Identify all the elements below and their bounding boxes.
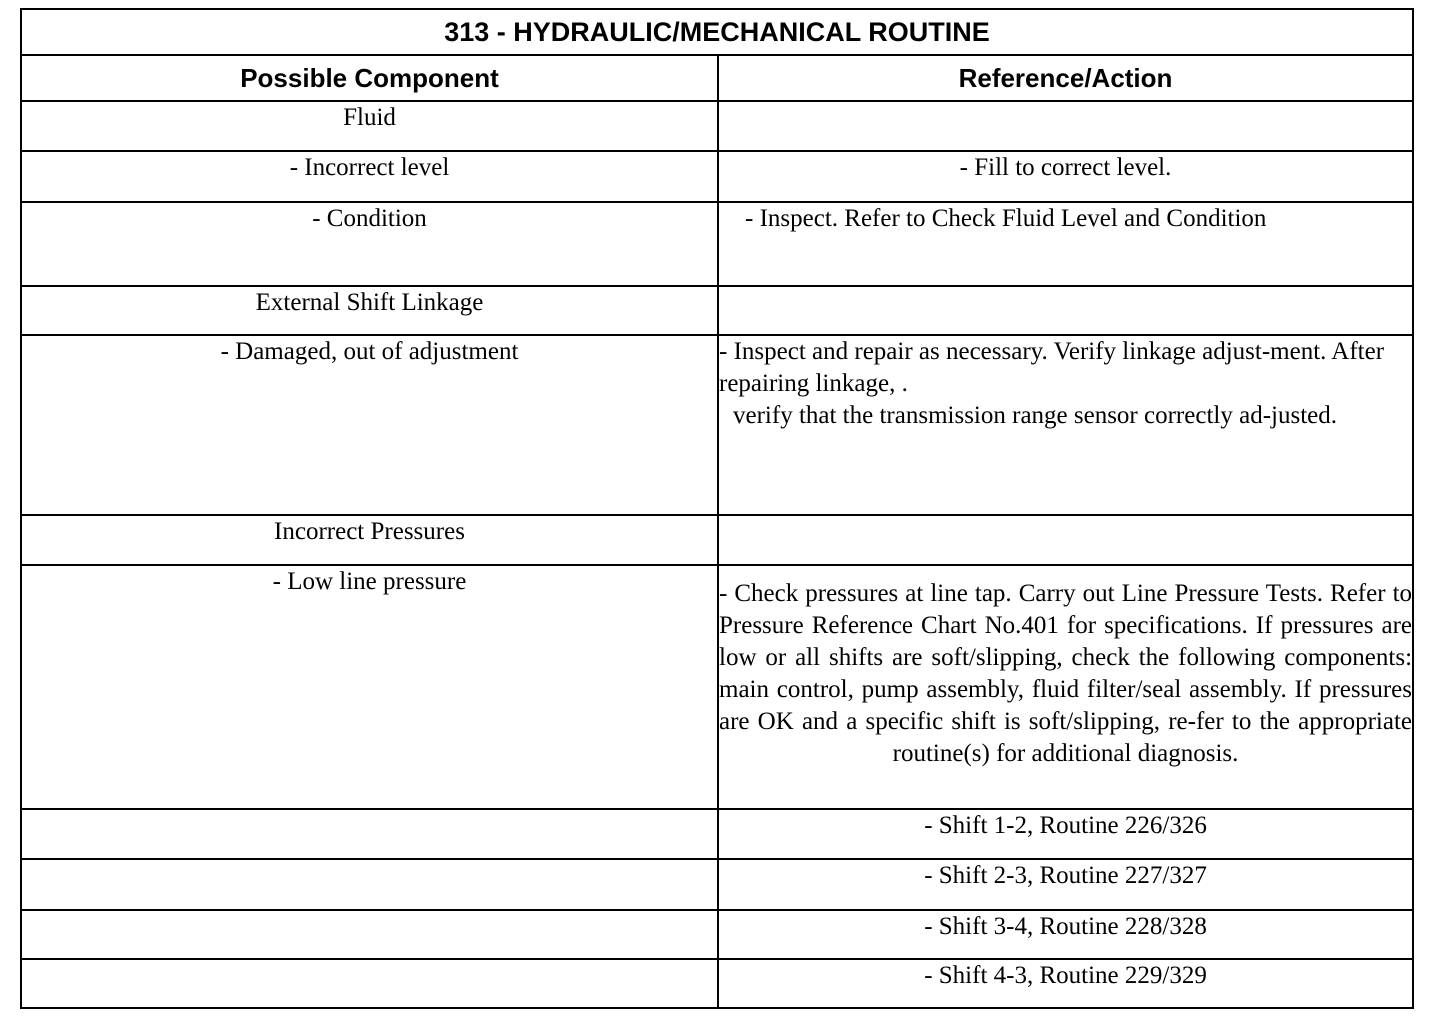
action-cell	[718, 101, 1413, 151]
component-cell	[21, 910, 718, 959]
table-row	[21, 286, 1413, 335]
component-cell: - Condition	[21, 202, 718, 286]
action-text: verify that the transmission range sensor correctly ad-justed.	[733, 402, 1337, 429]
table-row	[21, 515, 1413, 565]
table-row	[21, 959, 1413, 1008]
action-cell	[718, 910, 1413, 959]
component-cell	[21, 859, 718, 910]
action-cell	[718, 809, 1413, 859]
component-cell: External Shift Linkage	[21, 286, 718, 335]
action-cell	[718, 859, 1413, 910]
table-title-row	[21, 9, 1413, 55]
component-cell: Incorrect Pressures	[21, 515, 718, 565]
action-text: - Inspect. Refer to Check Fluid Level and Condition	[745, 205, 1267, 232]
table-title: 313 - HYDRAULIC/MECHANICAL ROUTINE	[21, 9, 1413, 55]
component-cell	[21, 809, 718, 859]
action-text: - Check pressures at line tap. Carry out Line Pressure Tests. Refer to Pressure Reference Chart No.401 for specifications. If pressures are low or all shifts are soft/slipping, check the following components: main control, pump assembly, fluid filter/seal assembly. If pressures are OK and a specific shift is soft/slipping, re-fer to the appropriate routine(s) for additional diagnosis.	[719, 580, 1413, 767]
column-header-action: Reference/Action	[718, 55, 1413, 101]
action-text: - Shift 3-4, Routine 228/328	[924, 913, 1207, 940]
hydraulic-routine-table	[20, 8, 1414, 1009]
component-cell: - Low line pressure	[21, 565, 718, 809]
action-cell	[718, 151, 1413, 202]
action-cell	[718, 515, 1413, 565]
action-cell	[718, 959, 1413, 1008]
table-row	[21, 335, 1413, 515]
action-text: - Fill to correct level.	[959, 154, 1172, 181]
table-row	[21, 101, 1413, 151]
action-cell	[718, 202, 1413, 286]
table-header-row	[21, 55, 1413, 101]
table-row	[21, 202, 1413, 286]
table-row	[21, 910, 1413, 959]
action-text: - Shift 1-2, Routine 226/326	[924, 812, 1207, 839]
table-row	[21, 565, 1413, 809]
action-cell	[718, 286, 1413, 335]
component-cell: Fluid	[21, 101, 718, 151]
action-cell	[718, 565, 1413, 809]
action-text: - Inspect and repair as necessary. Verify linkage adjust-ment. After repairing linkage, .	[719, 338, 1385, 397]
column-header-component: Possible Component	[21, 55, 718, 101]
component-cell: - Damaged, out of adjustment	[21, 335, 718, 515]
action-text: - Shift 4-3, Routine 229/329	[924, 962, 1207, 989]
component-cell	[21, 959, 718, 1008]
action-cell	[718, 335, 1413, 515]
table-row	[21, 809, 1413, 859]
table-row	[21, 859, 1413, 910]
action-text: - Shift 2-3, Routine 227/327	[924, 862, 1207, 889]
table-row	[21, 151, 1413, 202]
component-cell: - Incorrect level	[21, 151, 718, 202]
